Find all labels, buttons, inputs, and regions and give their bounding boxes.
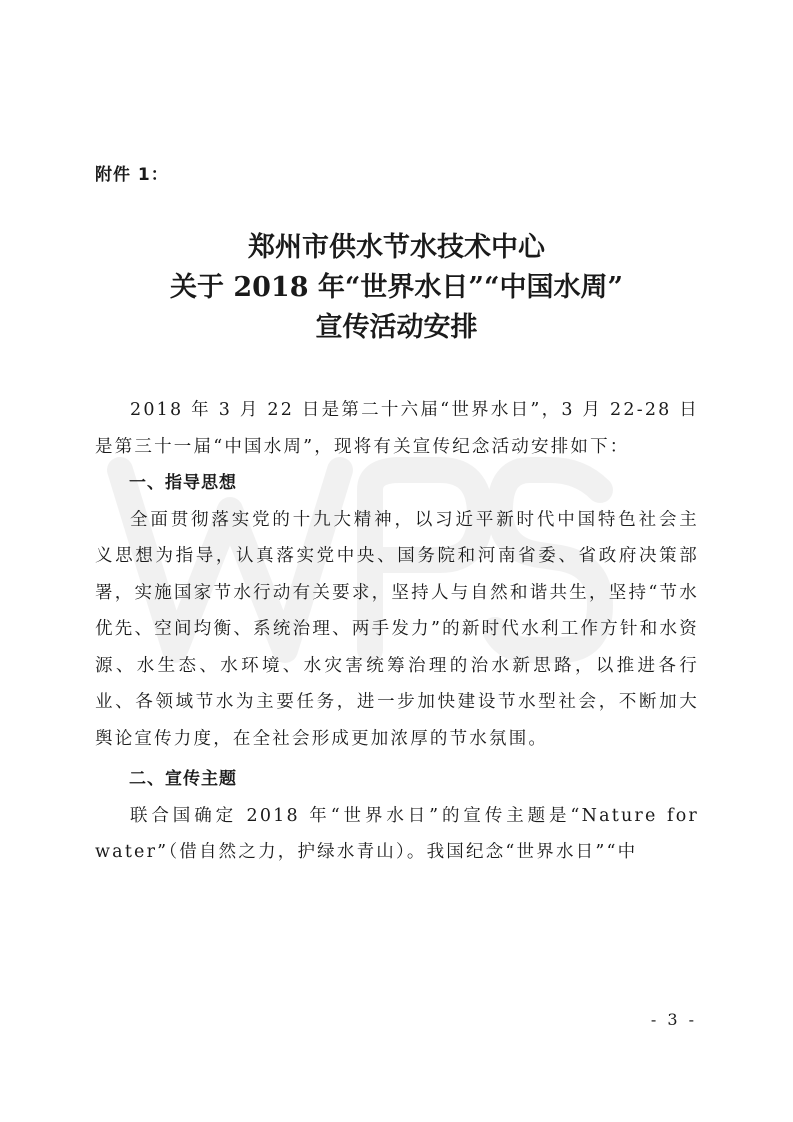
attachment-label: 附件 1： (95, 165, 169, 185)
guiding-ideology-paragraph: 全面贯彻落实党的十九大精神，以习近平新时代中国特色社会主义思想为指导，认真落实党中央、国务院和河南省委、省政府决策部署，实施国家节水行动有关要求，坚持人与自然和谐共生，坚持“节水优先、空间均衡、系统治理、两手发力”的新时代水利工作方针和水资源、水生态、水环境、水灾害统筹治理的治水新思路，以推进各行业、各领域节水为主要任务，进一步加快建设节水型社会，不断加大舆论宣传力度，在全社会形成更加浓厚的节水氛围。 (95, 509, 699, 749)
section-heading-publicity-theme: 二、宣传主题 (129, 769, 237, 789)
section-heading-guiding-ideology: 一、指导思想 (129, 473, 237, 493)
publicity-theme-paragraph: 联合国确定 2018 年“世界水日”的宣传主题是“Nature for water”（借自然之力，护绿水青山）。我国纪念“世界水日”“中 (95, 805, 699, 862)
document-title (0, 228, 793, 348)
title-line-1: 郑州市供水节水技术中心 (248, 232, 545, 263)
title-line-3: 宣传活动安排 (315, 312, 478, 343)
page-number: - 3 - (650, 1010, 697, 1029)
intro-paragraph: 2018 年 3 月 22 日是第二十六届“世界水日”，3 月 22-28 日是第三十一届“中国水周”，现将有关宣传纪念活动安排如下： (95, 400, 699, 457)
document-body (95, 392, 699, 871)
title-line-2: 关于 2018 年“世界水日”“中国水周” (169, 272, 624, 303)
